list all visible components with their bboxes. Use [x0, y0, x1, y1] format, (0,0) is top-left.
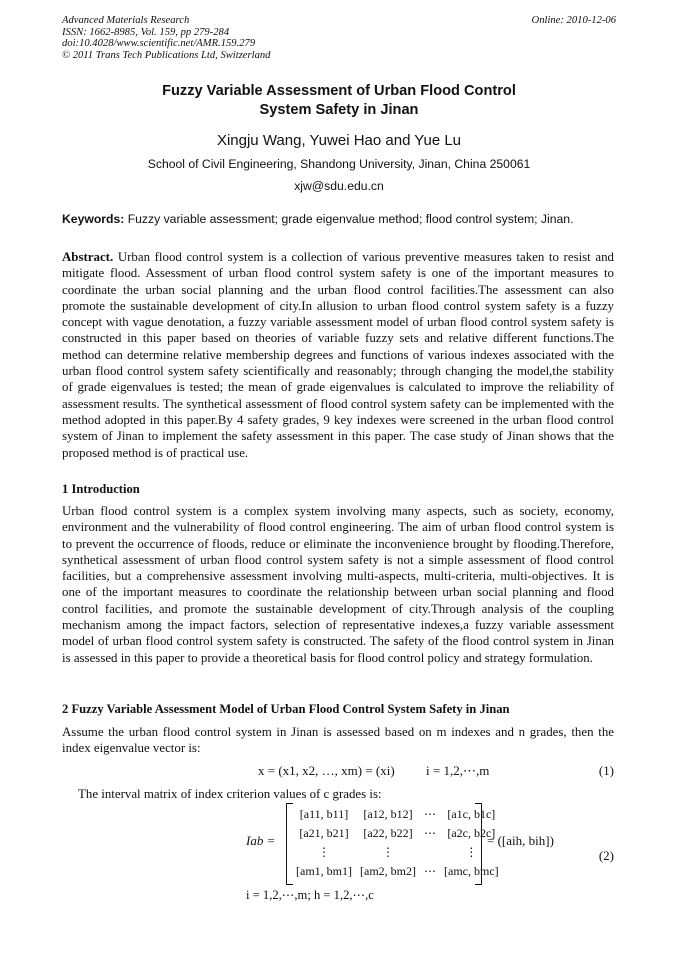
model-heading: 2 Fuzzy Variable Assessment Model of Urban Flood Control System Safety in Jinan	[62, 702, 510, 716]
journal-header	[62, 15, 270, 61]
matrix-cell: ⋮	[465, 845, 478, 859]
matrix-cell: [am1, bm1]	[296, 864, 352, 878]
matrix-cell	[420, 843, 440, 862]
matrix-cell: ⋮	[318, 845, 330, 859]
equation-2-number: (2)	[598, 848, 614, 863]
authors: Xingju Wang, Yuwei Hao and Yue Lu	[216, 132, 462, 149]
iab-label: Iab =	[246, 833, 276, 848]
interval-matrix	[286, 803, 499, 883]
matrix-cell: [a22, b22]	[363, 826, 413, 840]
affiliation: School of Civil Engineering, Shandong University, Jinan, China 250061	[147, 157, 531, 171]
issn: ISSN: 1662-8985, Vol. 159, pp 279-284	[62, 26, 230, 38]
matrix-cell: ⋯	[424, 864, 436, 878]
equation-1-range: i = 1,2,⋯,m	[426, 763, 490, 778]
matrix-cell: [a1c, b1c]	[447, 807, 496, 821]
doi: doi:10.4028/www.scientific.net/AMR.159.279	[62, 38, 256, 50]
index-range: i = 1,2,⋯,m; h = 1,2,⋯,c	[246, 888, 374, 902]
matrix-right-bracket	[475, 803, 482, 885]
model-text: Assume the urban flood control system in Jinan is assessed based on m indexes and n grades, then the index eigenvalue vector is:	[62, 725, 614, 756]
title-line-1: Fuzzy Variable Assessment of Urban Flood Control	[162, 83, 516, 99]
paper-title	[62, 82, 616, 120]
interval-matrix-text: The interval matrix of index criterion values of c grades is:	[78, 787, 382, 801]
matrix-row	[292, 862, 503, 881]
keywords	[62, 212, 622, 226]
abstract-label: Abstract.	[62, 250, 114, 264]
matrix-cell: ⋮	[382, 845, 394, 859]
matrix-row	[292, 843, 503, 862]
abstract-text: Urban flood control system is a collection of various preventive measures taken to resist and mitigate flood. Assessment of urban flood control system safety is one of the important measures to coordinate the urban social planning and the urban flood control facilities.The assessment can also promote the sustainable development of city.In allusion to urban flood control system safety is a fuzzy concept with vague denotation, a fuzzy variable assessment model of urban flood control system safety is constructed in this paper based on theories of variable fuzzy sets and relative different functions.The method can determine relative membership degrees and functions of various indexes associated with the urban flood control system safety scientifically and reasonably; through changing the model,the stability of grade eigenvalues is tested; the mean of grade eigenvalues is calculated to improve the reliability of assessment results. The synthetical assessment of flood control system safety can be implemented with the method adopted in this paper.By 4 safety grades, 9 key indexes were screened in the urban flood control system of Jinan to implement the safety assessment in this paper. The case study of Jinan shows that the proposed method is of practical use.	[62, 250, 614, 460]
online-date: Online: 2010-12-06	[531, 15, 616, 26]
matrix-cell: ⋯	[424, 807, 436, 821]
matrix-cell: [a12, b12]	[363, 807, 413, 821]
intro-text: Urban flood control system is a complex system involving many aspects, such as society, economy, environment and the vulnerability of flood control engineering. The aim of urban flood control system is to prevent the occurrence of floods, reduce or eliminate the inconvenience brought by flooding.Therefore, synthetical assessment of urban flood control system safety is not a simple assessment of flood control facilities, but a comprehensive assessment involving multi-aspects, multi-criteria, multi-objectives. It is one of the important measures to coordinate the relationship between urban social planning and flood control facilities, and promote the sustainable development of city.Through analysis of the coupling mechanism among the impact factors, selection of representative indexes,a fuzzy variable assessment model of urban flood control system safety is constructed. The safety of the flood control system in Jinan is assessed in this paper to provide a theoretical basis for flood control policy and strategy formulation.	[62, 504, 614, 665]
equation-1-number: (1)	[598, 763, 614, 778]
matrix-result: = ([aih, bih])	[487, 833, 554, 848]
keywords-label: Keywords:	[62, 212, 125, 226]
keywords-text: Fuzzy variable assessment; grade eigenvalue method; flood control system; Jinan.	[127, 212, 574, 226]
matrix-cell: [a11, b11]	[299, 807, 349, 821]
title-line-2: System Safety in Jinan	[259, 102, 419, 118]
matrix-row	[292, 824, 503, 843]
copyright: © 2011 Trans Tech Publications Ltd, Switzerland	[62, 49, 271, 61]
matrix-table	[292, 805, 503, 881]
abstract	[62, 249, 614, 461]
equation-1: x = (x1, x2, …, xm) = (xi)	[258, 763, 395, 778]
matrix-cell: [am2, bm2]	[360, 864, 416, 878]
matrix-cell: [a21, b21]	[299, 826, 349, 840]
email: xjw@sdu.edu.cn	[294, 179, 384, 193]
matrix-cell: [amc, bmc]	[444, 864, 499, 878]
matrix-row	[292, 805, 503, 824]
intro-heading: 1 Introduction	[62, 482, 140, 496]
matrix-cell: [a2c, b2c]	[447, 826, 496, 840]
matrix-cell: ⋯	[424, 826, 436, 840]
journal-name: Advanced Materials Research	[62, 15, 190, 26]
